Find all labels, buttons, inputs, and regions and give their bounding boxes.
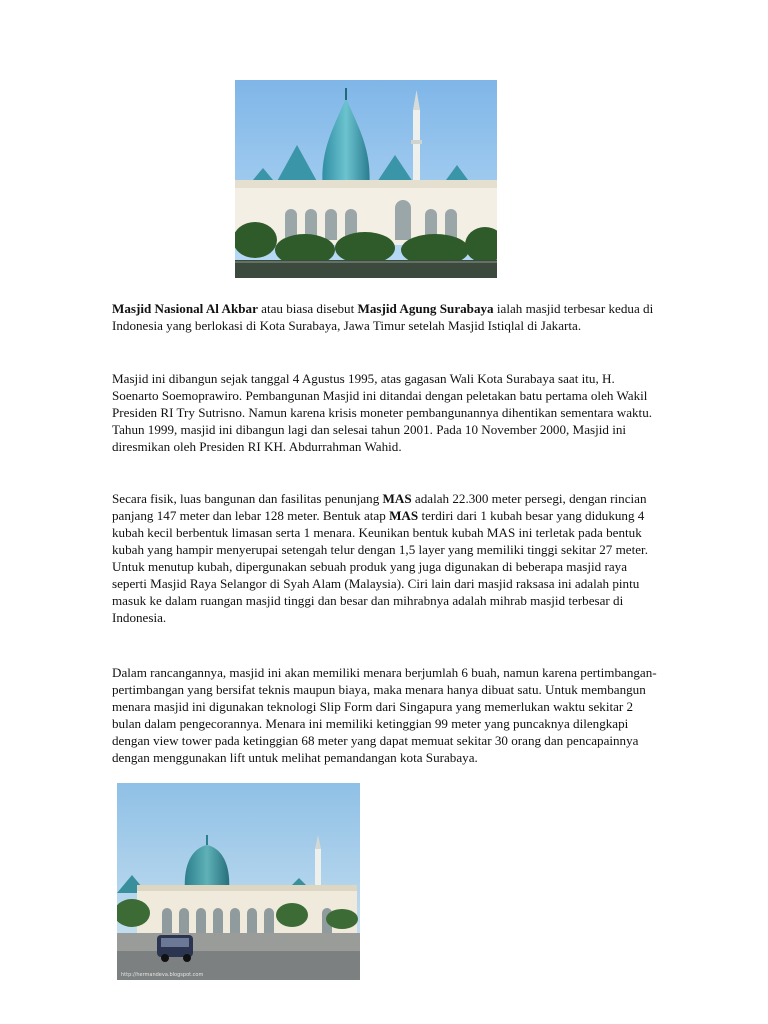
mosque-photo-icon — [235, 80, 497, 278]
physical-text-1: Secara fisik, luas bangunan dan fasilitas penunjang — [112, 491, 383, 506]
physical-text-2: adalah 22.300 meter persegi, dengan rincian panjang 147 meter dan lebar 128 meter. Bentuk atap — [112, 491, 647, 523]
physical-text-3: terdiri dari 1 kubah besar yang didukung 4 kubah kecil berbentuk limasan serta 1 menara. Keunikan bentuk kubah MAS ini terletak pada bentuk kubah yang hampir menyerupai setengah telur dengan 1,5 layer yang memiliki tinggi sekitar 27 meter. Untuk menutup kubah, dipergunakan sebuah produk yang juga digunakan di beberapa masjid raya seperti Masjid Raya Selangor di Syah Alam (Malaysia). Ciri lain dari masjid raksasa ini adalah pintu masuk ke dalam ruangan masjid tinggi dan besar dan mihrabnya adalah mihrab masjid terbesar di Indonesia. — [112, 508, 648, 625]
photo-watermark: http://hermandeva.blogspot.com — [121, 972, 204, 978]
paragraph-physical — [112, 490, 660, 626]
paragraph-intro — [112, 300, 660, 334]
paragraph-minaret: Dalam rancangannya, masjid ini akan memiliki menara berjumlah 6 buah, namun karena pertimbangan-pertimbangan yang bersifat teknis maupun biaya, maka menara hanya dibuat satu. Untuk membangun menara masjid ini digunakan teknologi Slip Form dari Singapura yang memerlukan waktu sekitar 2 bulan dalam pengecorannya. Menara ini memiliki ketinggian 99 meter yang puncaknya dilengkapi dengan view tower pada ketinggian 68 meter yang dapat memuat sekitar 30 orang dan pencapainnya dengan menggunakan lift untuk melihat pemandangan kota Surabaya. — [112, 665, 657, 765]
mosque-photo-wide-icon — [117, 783, 360, 980]
intro-text-1: atau biasa disebut — [257, 301, 358, 316]
mas-bold-2: MAS — [389, 508, 419, 523]
intro-text-2: ialah masjid terbesar kedua di Indonesia yang berlokasi di Kota Surabaya, Jawa Timur setelah Masjid Istiqlal di Jakarta. — [112, 301, 654, 333]
paragraph-history: Masjid ini dibangun sejak tanggal 4 Agustus 1995, atas gagasan Wali Kota Surabaya saat itu, H. Soenarto Soemoprawiro. Pembangunan Masjid ini ditandai dengan peletakan batu pertama oleh Wakil Presiden RI Try Sutrisno. Namun karena krisis moneter pembangunannya dihentikan sementara waktu. Tahun 1999, masjid ini dibangun lagi dan selesai tahun 2001. Pada 10 November 2000, Masjid ini diresmikan oleh Presiden RI KH. Abdurrahman Wahid. — [112, 371, 653, 454]
mas-bold-1: MAS — [382, 491, 412, 506]
mosque-name-bold: Masjid Nasional Al Akbar — [112, 301, 258, 316]
mosque-alias-bold: Masjid Agung Surabaya — [357, 301, 494, 316]
